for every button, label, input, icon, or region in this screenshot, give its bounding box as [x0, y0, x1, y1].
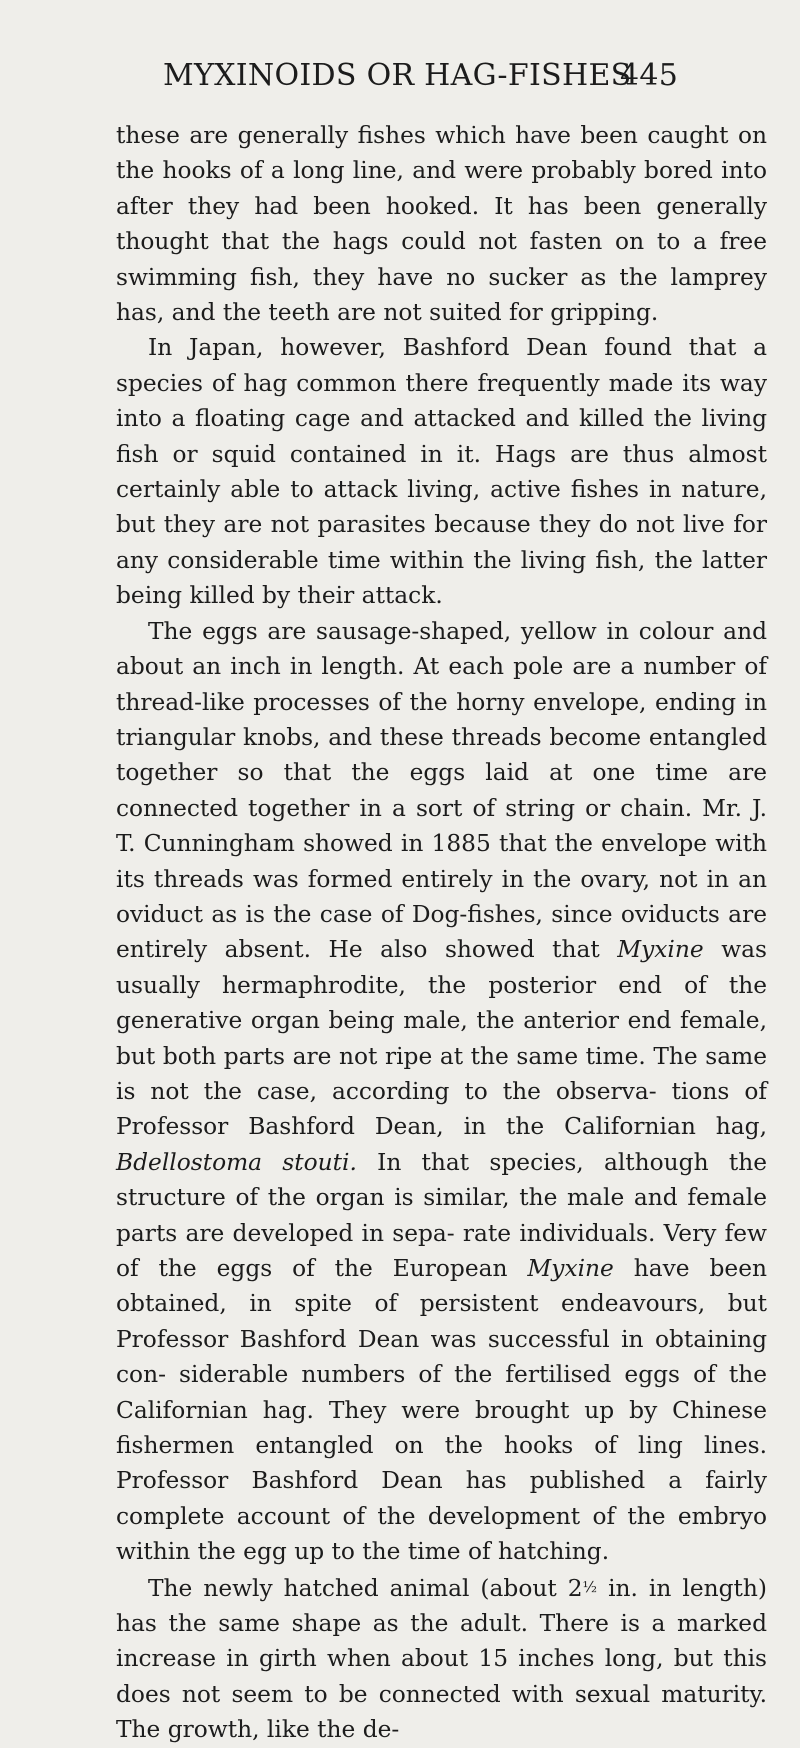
paragraph-3-text: The eggs are sausage-shaped, yellow in colour and about an inch in length. At each pole are a number of thread-like processes of the horny envelope, ending in triangular knobs, and these threads become entangled together so that the eggs laid at one time are connected together in a sort of string or chain. Mr. J. T. Cunningham showed in 1885 that the envelope with its threads was formed entirely in the ovary, not in an oviduct as is the case of Dog-fishes, since oviducts are entirely absent. He also showed that [116, 617, 767, 964]
genus-name-myxine: Myxine [617, 936, 704, 964]
body-text [116, 118, 767, 1748]
paragraph-3-text: was usually hermaphrodite, the posterior end of the generative organ being male, the anterior end female, but both parts are not ripe at the same time. The same is not the case, according to the observa- tions of Professor Bashford Dean, in the Californian hag, [116, 936, 767, 1141]
paragraph-4-text: in. in length) has the same shape as the adult. There is a marked increase in girth when about 15 inches long, but this does not seem to be connected with sexual maturity. The growth, like the de- [116, 1574, 767, 1744]
paragraph-1: these are generally fishes which have been caught on the hooks of a long line, and were probably bored into after they had been hooked. It has been generally thought that the hags could not fasten on to a free swimming fish, they have no sucker as the lamprey has, and the teeth are not suited for gripping. [116, 122, 767, 327]
paragraph-3-text: have been obtained, in spite of persistent endeavours, but Professor Bashford Dean was successful in obtaining con- siderable numbers of the fertilised eggs of the Californian hag. They were brought up by Chinese fishermen entangled on the hooks of ling lines. Professor Bashford Dean has published a fairly complete account of the development of the embryo within the egg up to the time of hatching. [116, 1255, 767, 1566]
fraction-half: ½ [582, 1577, 598, 1596]
paragraph-4 [116, 1570, 767, 1748]
page-number: 445 [620, 58, 679, 93]
running-head [163, 58, 763, 98]
chapter-title: MYXINOIDS OR HAG-FISHES [163, 58, 632, 93]
species-name-bdellostoma-stouti: Bdellostoma stouti. [116, 1148, 357, 1176]
paragraph-2: In Japan, however, Bashford Dean found that a species of hag common there frequently made its way into a floating cage and attacked and killed the living fish or squid contained in it. Hags are thus almost certainly able to attack living, active fishes in nature, but they are not parasites because they do not live for any considerable time within the living fish, the latter being killed by their attack. [116, 334, 767, 610]
paragraph-4-text: The newly hatched animal (about 2 [148, 1574, 583, 1602]
paragraph-3-text: In that species, although the structure of the organ is similar, the male and female parts are developed in sepa- rate individuals. Very few of the eggs of the European [116, 1148, 767, 1282]
genus-name-myxine: Myxine [527, 1255, 614, 1282]
paragraph-3 [116, 614, 767, 1570]
